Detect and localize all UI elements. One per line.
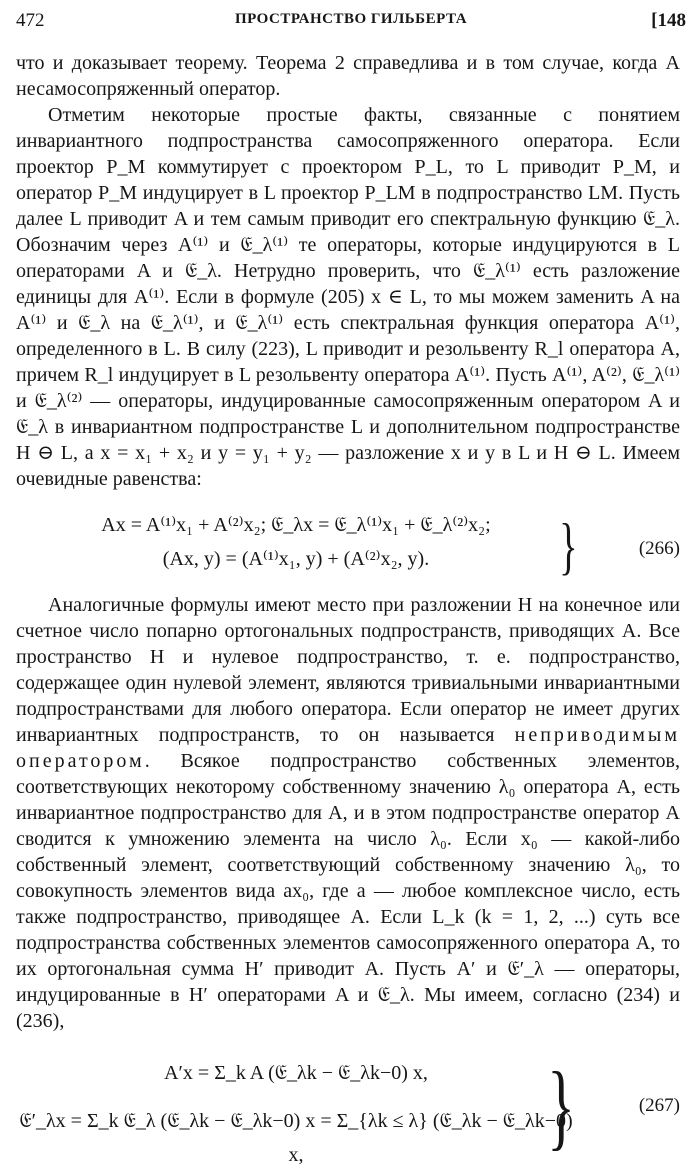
paragraph-irreducible-part-1: Аналогичные формулы имеют место при разложении H на конечное или счетное число попарно ортогональных подпространств, приводящих A. Все пространство H и нулевое подпространство, т. е. подпространство, содержащее один нулевой элемент, являются тривиальными инвариантными подпространствами для любого оператора. Если оператор не имеет других инвариантных подпространств, то он называется (16, 594, 680, 746)
running-title: ПРОСТРАНСТВО ГИЛЬБЕРТА (234, 11, 468, 27)
equation-266-line-2: (Ax, y) = (A⁽¹⁾x₁, y) + (A⁽²⁾x₂, y). (162, 548, 430, 570)
equation-267-line-2: 𝔈′_λx = Σ_k 𝔈_λ (𝔈_λk − 𝔈_λk−0) x = Σ_{λk ≤ λ} (𝔈_λk − 𝔈_λk−0) x, (19, 1110, 573, 1166)
equation-266-line-1: Ax = A⁽¹⁾x₁ + A⁽²⁾x₂; 𝔈_λx = 𝔈_λ⁽¹⁾x₁ + 𝔈_λ⁽²⁾x₂; (101, 514, 491, 536)
equation-267-line-1: A′x = Σ_k A (𝔈_λk − 𝔈_λk−0) x, (164, 1062, 428, 1084)
equation-266 (16, 498, 680, 592)
equation-267 (16, 1038, 680, 1166)
equation-number-266: (266) (638, 538, 680, 559)
paragraph-irreducible (16, 592, 680, 1034)
section-number: [148 (651, 10, 686, 31)
term-irreducible-operator: неприводимым оператором (16, 724, 680, 772)
right-brace: } (547, 1052, 575, 1159)
paragraph-irreducible-part-2: . Всякое подпространство собственных элементов, соответствующих некоторому собственному значению λ₀ оператора A, есть инвариантное подпространство для A, и в этом подпространстве оператор A сводится к умножению элемента на число λ₀. Если x₀ — какой-либо собственный элемент, соответствующий собственному значению λ₀, то совокупность элементов вида ax₀, где a — любое комплексное число, есть также подпространство, приводящее A. Если L_k (k = 1, 2, ...) суть все подпространства собственных элементов самосопряженного оператора A, то их ортогональная сумма H′ приводит A. Пусть A′ и 𝔈′_λ — операторы, индуцированные в H′ операторами A и 𝔈_λ. Мы имеем, согласно (234) и (236), (16, 750, 680, 1032)
page-number: 472 (16, 10, 45, 31)
page-body (16, 50, 680, 1166)
paragraph-continuation: что и доказывает теорему. Теорема 2 справедлива и в том случае, когда A несамосопряженный оператор. (16, 52, 680, 100)
page-header (16, 10, 686, 36)
right-brace: } (559, 510, 578, 581)
paragraph-invariant-subspace: Отметим некоторые простые факты, связанные с понятием инвариантного подпространства самосопряженного оператора. Если проектор P_M коммутирует с проектором P_L, то L приводит P_M, и оператор P_M индуцирует в L проектор P_LM в подпространство LM. Пусть далее L приводит A и тем самым приводит его спектральную функцию 𝔈_λ. Обозначим через A⁽¹⁾ и 𝔈_λ⁽¹⁾ те операторы, которые индуцируются в L операторами A и 𝔈_λ. Нетрудно проверить, что 𝔈_λ⁽¹⁾ есть разложение единицы для A⁽¹⁾. Если в формуле (205) x ∈ L, то мы можем заменить A на A⁽¹⁾ и 𝔈_λ на 𝔈_λ⁽¹⁾, и 𝔈_λ⁽¹⁾ есть спектральная функция оператора A⁽¹⁾, определенного в L. В силу (223), L приводит и резольвенту R_l оператора A, причем R_l индуцирует в L резольвенту оператора A⁽¹⁾. Пусть A⁽¹⁾, A⁽²⁾, 𝔈_λ⁽¹⁾ и 𝔈_λ⁽²⁾ — операторы, индуцированные самосопряженным оператором A и 𝔈_λ в инвариантном подпространстве L и дополнительном подпространстве H ⊖ L, а x = x₁ + x₂ и y = y₁ + y₂ — разложение x и y в L и H ⊖ L. Имеем очевидные равенства: (16, 104, 680, 490)
equation-number-267: (267) (638, 1095, 680, 1116)
